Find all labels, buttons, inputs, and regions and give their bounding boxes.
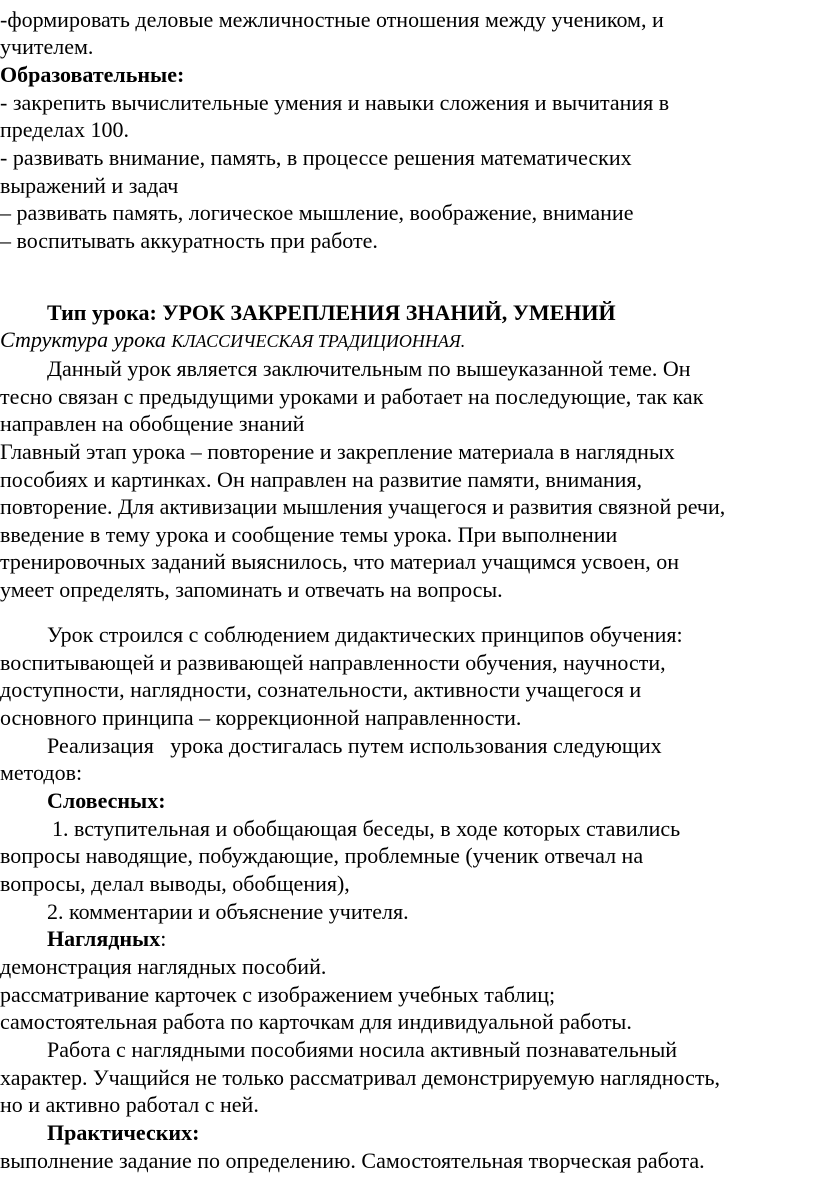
text-line: самостоятельная работа по карточкам для индивидуальной работы. — [0, 1009, 632, 1034]
lesson-type-heading: Тип урока: УРОК ЗАКРЕПЛЕНИЯ ЗНАНИЙ, УМЕНИЙ — [47, 300, 616, 325]
text-line: -формировать деловые межличностные отношения между учеником, и — [0, 7, 664, 32]
text-line: выражений и задач — [0, 173, 179, 198]
text-line: учителем. — [0, 34, 94, 59]
text-line: Главный этап урока – повторение и закрепление материала в наглядных — [0, 439, 675, 464]
section-heading-visual-colon: : — [160, 926, 167, 951]
text-line: пределах 100. — [0, 117, 129, 142]
text-line: но и активно работал с ней. — [0, 1092, 259, 1117]
text-line: - закрепить вычислительные умения и навыки сложения и вычитания в — [0, 90, 670, 115]
section-heading-visual-label: Наглядных — [47, 926, 161, 951]
text-line: 1. вступительная и обобщающая беседы, в ходе которых ставились — [52, 816, 681, 841]
section-heading-verbal: Словесных: — [47, 788, 166, 813]
text-line: методов: — [0, 760, 83, 785]
text-line: выполнение задание по определению. Самостоятельная творческая работа. — [0, 1148, 705, 1173]
text-line: тесно связан с предыдущими уроками и работает на последующие, так как — [0, 384, 704, 409]
section-heading-visual — [47, 925, 166, 953]
text-line: – развивать память, логическое мышление, воображение, внимание — [0, 200, 634, 225]
section-heading-practical: Практических: — [47, 1120, 200, 1145]
text-line: Данный урок является заключительным по вышеуказанной теме. Он — [47, 356, 691, 381]
text-line: Реализация урока достигалась путем использования следующих — [47, 733, 662, 758]
lesson-structure — [0, 326, 465, 356]
text-line: основного принципа – коррекционной направленности. — [0, 705, 522, 730]
lesson-structure-label: Структура урока — [0, 327, 172, 352]
text-line: умеет определять, запоминать и отвечать на вопросы. — [0, 577, 503, 602]
section-heading-educational: Образовательные: — [0, 62, 185, 87]
text-line: рассматривание карточек с изображением учебных таблиц; — [0, 982, 556, 1007]
text-line: вопросы, делал выводы, обобщения), — [0, 871, 350, 896]
text-line: воспитывающей и развивающей направленности обучения, научности, — [0, 650, 666, 675]
text-line: пособиях и картинках. Он направлен на развитие памяти, внимания, — [0, 467, 643, 492]
text-line: 2. комментарии и объяснение учителя. — [47, 899, 409, 924]
text-line: демонстрация наглядных пособий. — [0, 954, 327, 979]
text-line: характер. Учащийся не только рассматривал демонстрируемую наглядность, — [0, 1065, 720, 1090]
text-line: - развивать внимание, память, в процессе решения математических — [0, 145, 632, 170]
lesson-structure-value: КЛАССИЧЕСКАЯ ТРАДИЦИОННАЯ. — [171, 331, 466, 351]
text-line: – воспитывать аккуратность при работе. — [0, 228, 378, 253]
text-line: вопросы наводящие, побуждающие, проблемные (ученик отвечал на — [0, 843, 644, 868]
text-line: направлен на обобщение знаний — [0, 411, 305, 436]
text-line: Урок строился с соблюдением дидактических принципов обучения: — [47, 622, 683, 647]
text-line: тренировочных заданий выяснилось, что материал учащимся усвоен, он — [0, 549, 680, 574]
text-line: доступности, наглядности, сознательности, активности учащегося и — [0, 677, 642, 702]
text-line: Работа с наглядными пособиями носила активный познавательный — [47, 1037, 678, 1062]
text-line: повторение. Для активизации мышления учащегося и развития связной речи, — [0, 494, 726, 519]
text-line: введение в тему урока и сообщение темы урока. При выполнении — [0, 522, 618, 547]
